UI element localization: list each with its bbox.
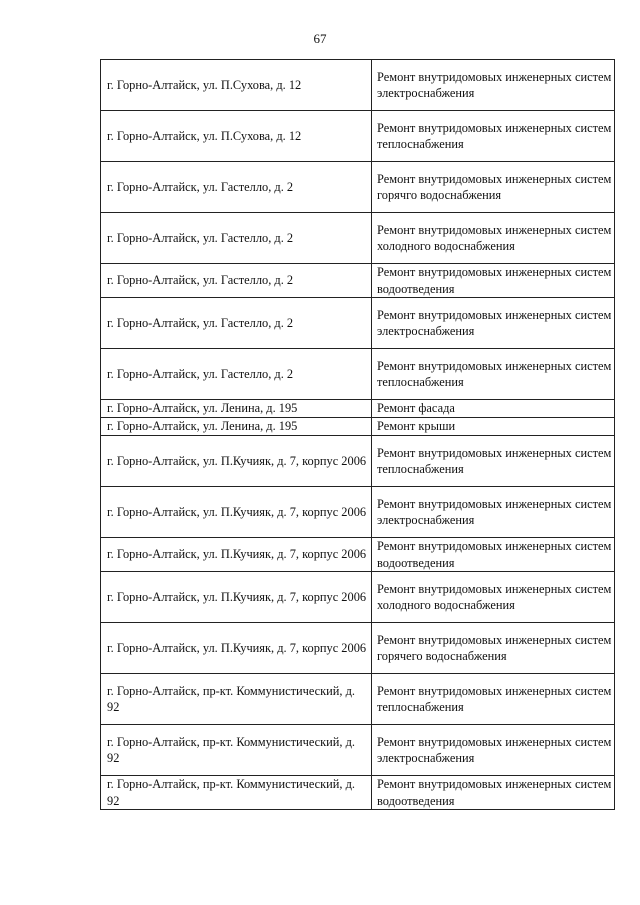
work-cell: Ремонт внутридомовых инженерных систем холодного водоснабжения [372, 213, 615, 264]
address-cell: г. Горно-Алтайск, ул. П.Кучияк, д. 7, корпус 2006 [101, 572, 372, 623]
table-row [101, 264, 615, 298]
page-number: 67 [313, 31, 327, 46]
work-cell: Ремонт внутридомовых инженерных систем холодного водоснабжения [372, 572, 615, 623]
address-cell: г. Горно-Алтайск, ул. Гастелло, д. 2 [101, 264, 372, 298]
table-row [101, 572, 615, 623]
table-row [101, 162, 615, 213]
work-cell: Ремонт внутридомовых инженерных систем теплоснабжения [372, 436, 615, 487]
address-cell: г. Горно-Алтайск, ул. П.Сухова, д. 12 [101, 60, 372, 111]
table-row [101, 623, 615, 674]
table-row [101, 418, 615, 436]
table-row [101, 674, 615, 725]
table-row [101, 487, 615, 538]
table-row [101, 111, 615, 162]
work-cell: Ремонт внутридомовых инженерных систем теплоснабжения [372, 111, 615, 162]
address-cell: г. Горно-Алтайск, ул. Ленина, д. 195 [101, 418, 372, 436]
table-row [101, 349, 615, 400]
table-row [101, 538, 615, 572]
table-row [101, 436, 615, 487]
works-table [100, 59, 615, 810]
address-cell: г. Горно-Алтайск, ул. Гастелло, д. 2 [101, 298, 372, 349]
address-cell: г. Горно-Алтайск, ул. Гастелло, д. 2 [101, 162, 372, 213]
work-cell: Ремонт внутридомовых инженерных систем водоотведения [372, 538, 615, 572]
address-cell: г. Горно-Алтайск, ул. П.Кучияк, д. 7, корпус 2006 [101, 487, 372, 538]
address-cell: г. Горно-Алтайск, ул. П.Кучияк, д. 7, корпус 2006 [101, 436, 372, 487]
work-cell: Ремонт крыши [372, 418, 615, 436]
table-row [101, 400, 615, 418]
work-cell: Ремонт внутридомовых инженерных систем электроснабжения [372, 487, 615, 538]
table-row [101, 213, 615, 264]
address-cell: г. Горно-Алтайск, пр-кт. Коммунистический, д. 92 [101, 776, 372, 810]
address-cell: г. Горно-Алтайск, ул. Ленина, д. 195 [101, 400, 372, 418]
address-cell: г. Горно-Алтайск, пр-кт. Коммунистический, д. 92 [101, 725, 372, 776]
table-row [101, 298, 615, 349]
address-cell: г. Горно-Алтайск, ул. П.Кучияк, д. 7, корпус 2006 [101, 538, 372, 572]
work-cell: Ремонт внутридомовых инженерных систем теплоснабжения [372, 674, 615, 725]
address-cell: г. Горно-Алтайск, ул. Гастелло, д. 2 [101, 349, 372, 400]
work-cell: Ремонт фасада [372, 400, 615, 418]
address-cell: г. Горно-Алтайск, ул. П.Сухова, д. 12 [101, 111, 372, 162]
work-cell: Ремонт внутридомовых инженерных систем электроснабжения [372, 725, 615, 776]
address-cell: г. Горно-Алтайск, ул. Гастелло, д. 2 [101, 213, 372, 264]
work-cell: Ремонт внутридомовых инженерных систем электроснабжения [372, 60, 615, 111]
work-cell: Ремонт внутридомовых инженерных систем водоотведения [372, 776, 615, 810]
works-table-body [101, 60, 615, 810]
work-cell: Ремонт внутридомовых инженерных систем теплоснабжения [372, 349, 615, 400]
work-cell: Ремонт внутридомовых инженерных систем горячего водоснабжения [372, 623, 615, 674]
address-cell: г. Горно-Алтайск, ул. П.Кучияк, д. 7, корпус 2006 [101, 623, 372, 674]
table-row [101, 725, 615, 776]
work-cell: Ремонт внутридомовых инженерных систем электроснабжения [372, 298, 615, 349]
table-row [101, 776, 615, 810]
address-cell: г. Горно-Алтайск, пр-кт. Коммунистический, д. 92 [101, 674, 372, 725]
work-cell: Ремонт внутридомовых инженерных систем водоотведения [372, 264, 615, 298]
work-cell: Ремонт внутридомовых инженерных систем горячго водоснабжения [372, 162, 615, 213]
table-row [101, 60, 615, 111]
